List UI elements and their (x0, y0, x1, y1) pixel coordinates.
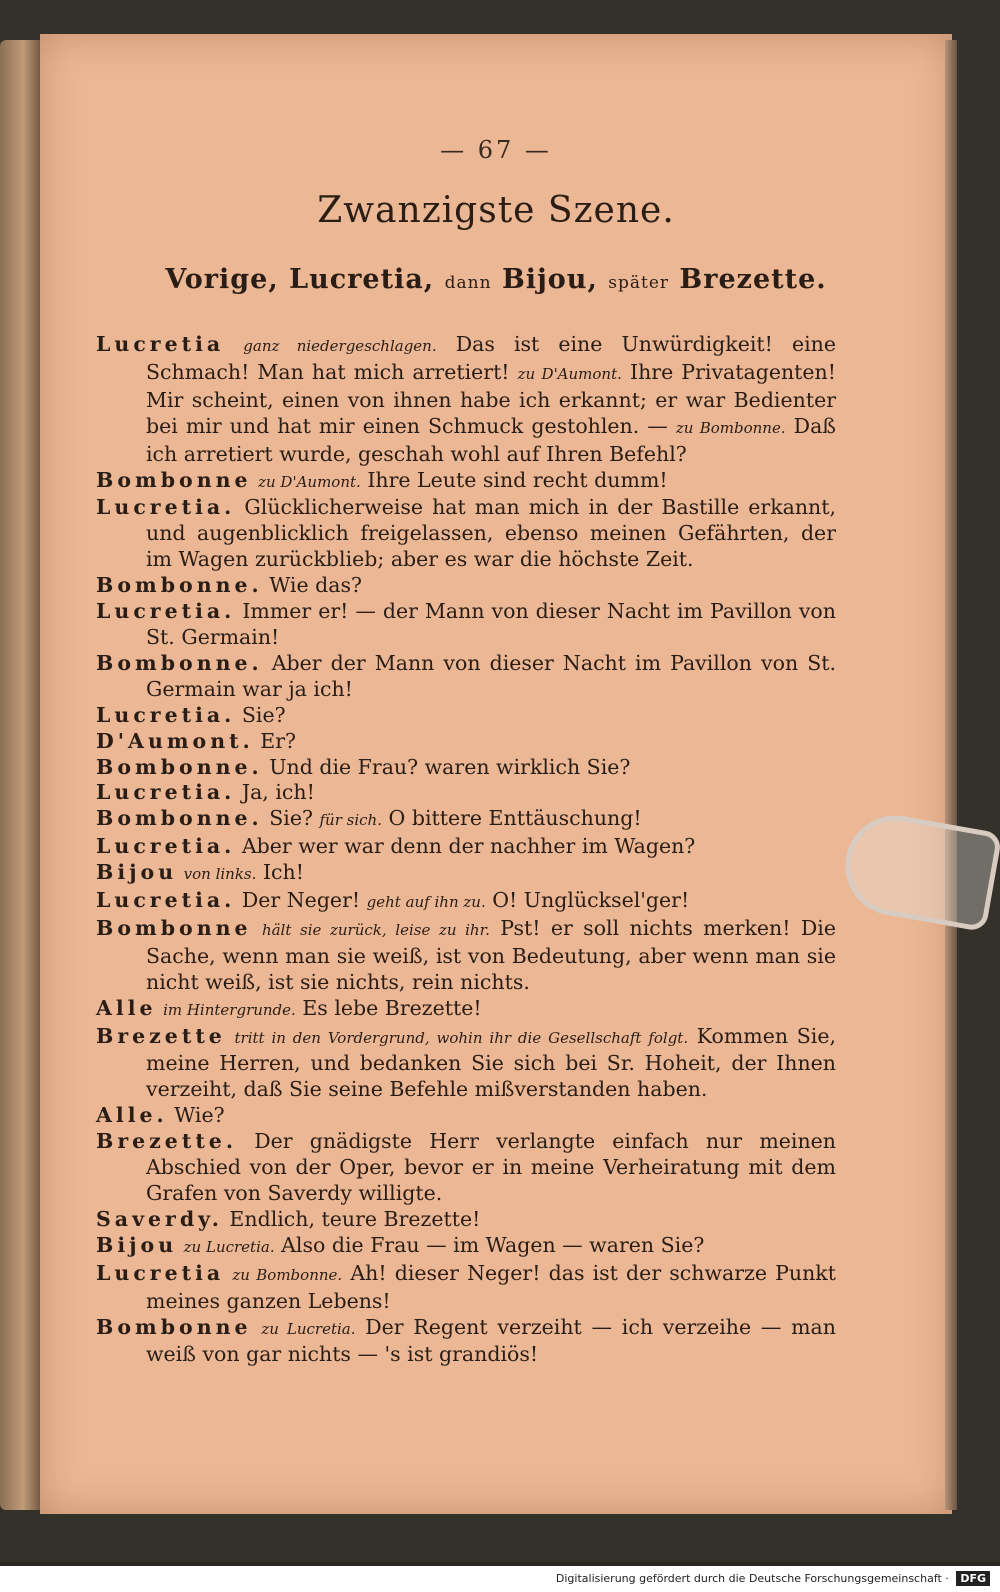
speaker-name: Alle. (96, 1103, 168, 1128)
speech-text: Wie das? (269, 573, 362, 598)
stage-direction: im Hintergrunde. (163, 1000, 296, 1019)
speaker-name: Bombonne. (96, 573, 263, 598)
speaker-name: Lucretia. (96, 599, 236, 624)
scene-title: Zwanzigste Szene. (317, 190, 675, 231)
cast-dann: dann (444, 273, 492, 293)
speech-text: Aber wer war denn der nachher im Wagen? (241, 834, 696, 859)
speech-text: Sie? (269, 806, 313, 831)
speech-text: Pst! er soll nichts merken! Die Sache, wenn man sie weiß, ist von Bedeutung, aber wenn man sie nicht weiß, ist sie nichts, rein nichts. (146, 915, 836, 994)
stage-direction: für sich. (319, 811, 382, 830)
dialogue-line (96, 703, 836, 729)
stage-direction: zu D'Aumont. (258, 472, 361, 491)
speaker-name: Brezette. (96, 1129, 237, 1154)
dialogue-line (96, 651, 836, 703)
dialogue-line (96, 495, 836, 573)
speech-text: Es lebe Brezette! (302, 995, 482, 1020)
speaker-name: Lucretia. (96, 495, 236, 520)
dialogue-line (96, 1129, 836, 1207)
left-page-edge (0, 40, 42, 1510)
stage-direction: von links. (183, 865, 257, 884)
speaker-name: Bombonne. (96, 806, 263, 831)
dialogue-line (96, 1233, 836, 1261)
speech-text: Der Neger! (241, 888, 361, 913)
dialogue-line (96, 599, 836, 651)
speaker-name: D'Aumont. (96, 728, 254, 753)
speaker-name: Bombonne. (96, 754, 263, 779)
speech-text: O bittere Enttäuschung! (388, 806, 642, 831)
dialogue-line (96, 1207, 836, 1233)
speaker-name: Saverdy. (96, 1206, 223, 1231)
speaker-name: Bombonne (96, 467, 252, 492)
stage-direction: zu Bombonne. (232, 1265, 343, 1284)
dialogue-line (96, 1261, 836, 1315)
speaker-name: Lucretia (96, 332, 225, 356)
footer (0, 1566, 1000, 1592)
speaker-name: Lucretia (96, 1260, 225, 1285)
speech-text: Das ist eine Unwürdigkeit! eine Schmach! Man hat mich arretiert! (146, 332, 836, 384)
stage-direction: geht auf ihn zu. (366, 893, 486, 912)
speech-text: Ah! dieser Neger! das ist der schwarze Punkt meines ganzen Lebens! (146, 1260, 836, 1313)
dialogue-line (96, 468, 836, 496)
speaker-name: Bombonne (96, 915, 252, 940)
dialogue-line (96, 860, 836, 888)
book-page (40, 34, 952, 1514)
dialogue-line (96, 1315, 836, 1369)
speaker-name: Brezette (96, 1023, 226, 1048)
speech-text: Daß ich arretiert wurde, geschah wohl auf Ihren Befehl? (146, 413, 836, 466)
cast-spaeter: später (608, 273, 670, 293)
stage-direction: zu Lucretia. (183, 1237, 275, 1256)
dialogue-line (96, 729, 836, 755)
dialogue-line (96, 806, 836, 834)
speech-text: Der Regent verzeiht — ich verzeihe — man weiß von gar nichts — 's ist grandiös! (146, 1314, 836, 1367)
stage-direction: zu Bombonne. (675, 418, 786, 437)
speaker-name: Lucretia. (96, 888, 236, 913)
speech-text: Kommen Sie, meine Herren, und bedanken Sie sich bei Sr. Hoheit, der Ihnen verzeiht, daß Sie seine Befehle mißverstanden haben. (146, 1023, 836, 1102)
speech-text: Immer er! — der Mann von dieser Nacht im Pavillon von St. Germain! (146, 599, 836, 649)
speech-text: Ja, ich! (241, 780, 315, 805)
speaker-name: Lucretia. (96, 702, 236, 727)
dialogue-line (96, 573, 836, 599)
speech-text: O! Unglücksel'ger! (492, 888, 690, 913)
stage-direction: zu D'Aumont. (517, 364, 622, 383)
speech-text: Aber der Mann von dieser Nacht im Pavillon von St. Germain war ja ich! (146, 650, 836, 701)
speech-text: Er? (260, 728, 297, 753)
speech-text: Endlich, teure Brezette! (229, 1206, 481, 1231)
dialogue-line (96, 1024, 836, 1104)
speaker-name: Bijou (96, 1232, 178, 1257)
speech-text: Ihre Leute sind recht dumm! (367, 467, 668, 492)
dialogue-line (96, 834, 836, 860)
stage-direction: zu Lucretia. (261, 1319, 356, 1338)
dfg-logo: DFG (956, 1571, 990, 1586)
dialogue-line (96, 916, 836, 996)
speech-text: Ich! (262, 860, 304, 885)
speaker-name: Lucretia. (96, 780, 236, 805)
speech-text: Wie? (174, 1103, 225, 1128)
speech-text: Der gnädigste Herr verlangte einfach nur meinen Abschied von der Oper, bevor er in meine Verheiratung mit dem Grafen von Saverdy willigte. (146, 1129, 836, 1205)
speech-text: Also die Frau — im Wagen — waren Sie? (281, 1232, 705, 1257)
stage-direction: ganz niedergeschlagen. (243, 337, 437, 355)
dialogue-line (96, 888, 836, 916)
speech-text: Glücklicherweise hat man mich in der Bastille erkannt, und augenblicklich freigelassen, ebenso meinen Gefährten, der im Wagen zurückblieb; aber es war die höchste Zeit. (146, 495, 836, 572)
dialogue (96, 332, 836, 1368)
speech-text: Und die Frau? waren wirklich Sie? (269, 754, 631, 779)
stage-direction: tritt in den Vordergrund, wohin ihr die Gesellschaft folgt. (234, 1028, 689, 1047)
dialogue-line (96, 780, 836, 806)
page-edge (945, 40, 957, 1510)
dialogue-line (96, 332, 836, 468)
dialogue-line (96, 755, 836, 781)
dialogue-line (96, 1103, 836, 1129)
footer-credit: Digitalisierung gefördert durch die Deutsche Forschungsgemeinschaft · (555, 1572, 949, 1585)
speech-text: Sie? (241, 702, 286, 727)
cast-brezette: Brezette. (679, 264, 827, 295)
cast-names: Vorige, Lucretia, (165, 264, 435, 295)
stage-direction: hält sie zurück, leise zu ihr. (261, 920, 490, 939)
speaker-name: Bombonne. (96, 650, 263, 675)
cast-line (40, 264, 952, 295)
dialogue-line (96, 996, 836, 1024)
speaker-name: Bombonne (96, 1314, 252, 1339)
page-number: — 67 — (440, 136, 552, 164)
speaker-name: Alle (96, 995, 157, 1020)
speaker-name: Lucretia. (96, 834, 236, 859)
speech-text: Ihre Privatagenten! Mir scheint, einen von ihnen habe ich erkannt; er war Bedienter bei mir und hat mir einen Schmuck gestohlen. — (146, 359, 836, 438)
speaker-name: Bijou (96, 860, 178, 885)
cast-bijou: Bijou, (501, 264, 598, 295)
